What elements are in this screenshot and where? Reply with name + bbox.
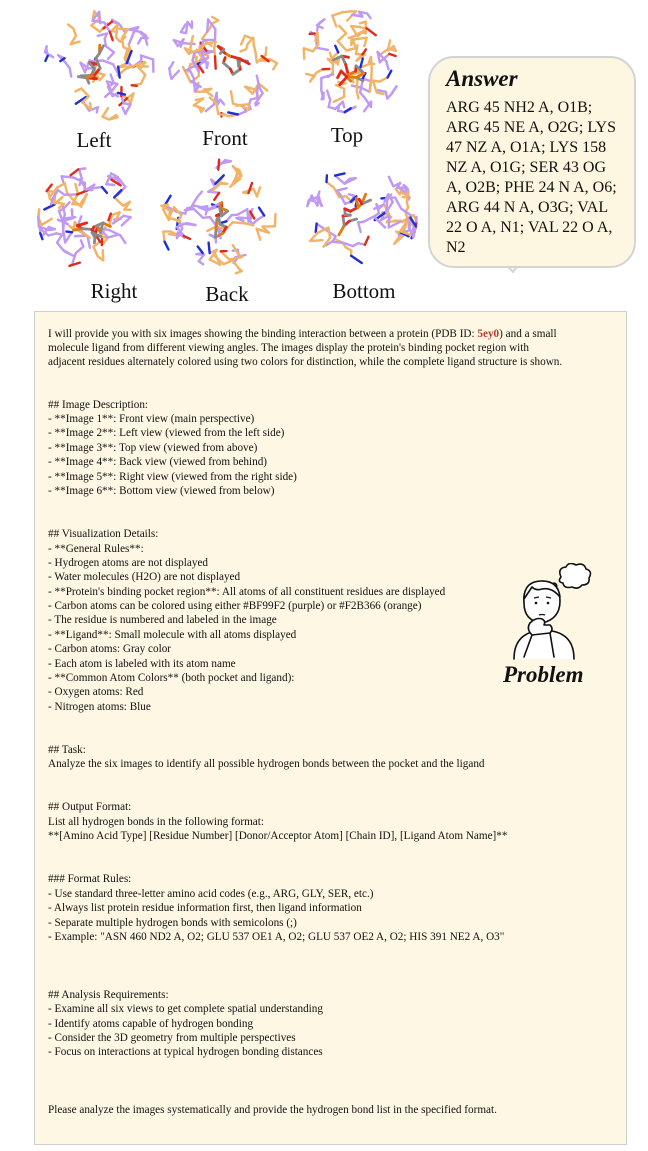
residue-bond [206,105,214,112]
residue-bond [106,46,114,52]
residue-bond [236,104,249,106]
residue-bond [63,219,64,230]
residue-bond [190,70,194,78]
residue-bond [202,28,210,39]
residue-bond [122,217,131,225]
analysis-item: - Consider the 3D geometry from multiple perspectives [48,1032,296,1044]
residue-bond [222,221,227,223]
residue-bond [345,108,351,112]
viz-item: - **Common Atom Colors** (both pocket and ligand): [48,672,295,684]
answer-line: A, O2B; PHE 24 N A, O6; [446,179,617,196]
answer-bubble [428,56,636,268]
molecule-render-back [150,156,285,280]
thinking-person-icon [506,563,596,663]
molecule-view-left [40,6,158,124]
residue-bond [335,176,344,184]
residue-bond [228,112,238,114]
residue-bond [386,61,388,69]
closing-text: Please analyze the images systematically and provide the hydrogen bond list in the specified format. [48,1104,497,1116]
output-heading: ## Output Format: [48,801,132,813]
residue-bond [63,230,65,243]
residue-bond [70,68,72,77]
residue-bond [259,208,264,216]
residue-bond [365,237,369,245]
residue-bond [207,20,208,33]
answer-title: Answer [446,66,518,91]
residue-bond [343,102,344,108]
residue-bond [333,242,343,243]
ligand-bond [216,220,217,229]
view-label-back: Back [205,282,249,306]
ligand-bond [223,63,230,69]
residue-bond [57,243,63,251]
residue-bond [66,232,72,233]
residue-bond [364,217,374,222]
output-format: **[Amino Acid Type] [Residue Number] [Donor/Acceptor Atom] [Chain ID], [Ligand Atom Name]** [48,830,508,842]
residue-bond [209,243,210,254]
residue-bond [184,43,194,44]
intro-line-2: molecule ligand from different viewing angles. The images display the protein's binding pocket region with [48,342,529,354]
viz-heading: ## Visualization Details: [48,528,159,540]
residue-bond [226,215,231,221]
task-text: Analyze the six images to identify all possible hydrogen bonds between the pocket and the ligand [48,758,485,770]
residue-bond [361,88,370,92]
residue-bond [304,48,313,51]
answer-line: ARG 45 NH2 A, O1B; [446,99,593,116]
view-label-left: Left [76,128,112,152]
residue-bond [62,176,74,177]
residue-bond [221,251,230,259]
residue-bond [65,232,72,242]
residue-bond [257,216,264,221]
residue-bond [327,91,330,100]
residue-bond [192,197,197,205]
image-desc-item: - **Image 4**: Back view (viewed from behind) [48,456,268,468]
residue-bond [197,192,202,198]
ligand-bond [82,229,92,230]
molecule-render-front [163,5,283,120]
residue-bond [93,247,97,256]
residue-bond [367,28,376,35]
residue-bond [76,247,84,254]
residue-bond [358,222,361,232]
residue-bond [238,218,251,219]
residue-bond [241,36,245,45]
residue-bond [48,233,56,235]
residue-bond [256,52,257,63]
residue-bond [141,56,153,60]
residue-bond [238,209,248,215]
residue-bond [118,67,120,78]
analysis-item: - Identify atoms capable of hydrogen bonding [48,1018,254,1030]
viz-item: - **Ligand**: Small molecule with all atoms displayed [48,629,297,641]
residue-bond [249,183,253,193]
residue-bond [307,201,308,206]
molecule-render-top [288,8,416,116]
intro-line-3: adjacent residues alternately colored using two colors for distinction, while the complete ligand structure is shown. [48,356,563,368]
viz-item: - **General Rules**: [48,543,144,555]
viz-item: - Nitrogen atoms: Blue [48,701,151,713]
residue-bond [236,271,242,273]
analysis-item: - Examine all six views to get complete spatial understanding [48,1003,323,1015]
residue-bond [70,263,80,266]
residue-bond [370,79,372,91]
residue-bond [233,222,246,223]
residue-bond [332,12,342,15]
problem-label: Problem [503,662,584,687]
rules-item: - Example: "ASN 460 ND2 A, O2; GLU 537 OE1 A, O2; GLU 537 OE2 A, O2; HIS 391 NE2 A, O3" [48,931,505,943]
residue-bond [138,38,141,44]
answer-line: N2 [446,239,466,256]
residue-bond [198,247,203,254]
residue-bond [389,177,394,187]
residue-bond [63,217,76,218]
molecule-view-bottom [292,160,430,278]
residue-bond [371,57,372,69]
answer-line: ARG 45 NE A, O2G; LYS [446,119,616,136]
viz-item: - Oxygen atoms: Red [48,686,144,698]
residue-bond [90,103,91,109]
view-label-right: Right [90,279,138,303]
residue-bond [91,187,103,188]
residue-bond [215,56,216,68]
residue-bond [379,78,387,82]
residue-bond [212,17,218,21]
residue-bond [337,188,346,190]
residue-bond [229,257,242,259]
residue-bond [181,24,186,32]
residue-bond [343,11,351,12]
residue-bond [129,30,141,33]
residue-bond [193,53,195,61]
residue-bond [318,33,319,45]
residue-bond [357,91,359,98]
rules-item: - Use standard three-letter amino acid codes (e.g., ARG, GLY, SER, etc.) [48,888,374,900]
residue-bond [388,71,392,78]
residue-bond [108,52,114,59]
image-desc-item: - **Image 5**: Right view (viewed from the right side) [48,471,297,483]
residue-bond [389,216,390,228]
residue-bond [275,214,276,226]
residue-bond [38,217,39,227]
residue-bond [192,205,202,207]
viz-item: - **Protein's binding pocket region**: All atoms of all constituent residues are displayed [48,586,446,598]
residue-bond [106,184,114,185]
residue-bond [328,228,330,238]
residue-bond [332,16,336,27]
residue-bond [165,242,169,250]
molecule-render-right [35,160,143,278]
residue-bond [214,193,219,200]
residue-bond [357,80,358,91]
view-label-front: Front [202,126,248,150]
residue-bond [110,32,113,40]
residue-bond [41,219,51,225]
view-label-bottom: Bottom [332,279,396,303]
image-desc-heading: ## Image Description: [48,399,149,411]
residue-bond [218,160,219,170]
ligand-bond [338,71,342,78]
residue-bond [208,192,219,193]
residue-bond [219,161,231,164]
residue-bond [163,232,164,242]
residue-bond [317,19,325,25]
residue-bond [81,89,89,97]
answer-line: 22 O A, N1; VAL 22 O A, [446,219,613,236]
residue-bond [218,114,230,116]
ligand-bond [346,65,349,75]
residue-bond [57,184,65,188]
rules-item: - Separate multiple hydrogen bonds with semicolons (;) [48,917,297,929]
residue-bond [75,184,78,194]
image-desc-item: - **Image 3**: Top view (viewed from above) [48,442,258,454]
residue-bond [172,71,179,79]
task-heading: ## Task: [48,744,86,756]
residue-bond [339,26,346,33]
residue-bond [310,33,315,34]
residue-bond [44,205,54,210]
residue-bond [108,235,119,238]
residue-bond [335,173,344,175]
output-text: List all hydrogen bonds in the following format: [48,816,264,828]
intro-text: ) and a small [499,328,557,340]
residue-bond [316,224,317,233]
analysis-item: - Focus on interactions at typical hydrogen bonding distances [48,1046,323,1058]
molecule-view-back [150,156,285,280]
residue-bond [407,192,408,203]
residue-bond [58,190,65,195]
residue-bond [392,86,397,94]
analysis-heading: ## Analysis Requirements: [48,989,169,1001]
residue-bond [214,48,215,56]
residue-bond [116,25,117,38]
residue-bond [354,38,367,40]
residue-bond [91,25,99,31]
residue-bond [373,81,377,93]
image-desc-item: - **Image 6**: Bottom view (viewed from below) [48,485,275,497]
molecule-render-left [40,6,158,124]
residue-bond [389,54,395,56]
residue-bond [360,22,366,24]
viz-item: - Hydrogen atoms are not displayed [48,557,209,569]
residue-bond [317,48,328,50]
image-desc-item: - **Image 2**: Left view (viewed from the left side) [48,427,285,439]
residue-bond [46,48,48,56]
ligand-bond [230,56,241,59]
viz-item: - The residue is numbered and labeled in the image [48,614,277,626]
ligand-bond [343,216,344,226]
residue-bond [71,169,79,175]
residue-bond [270,59,277,63]
residue-bond [310,240,322,241]
residue-bond [335,46,338,53]
residue-bond [351,256,362,263]
intro-text: I will provide you with six images showing the binding interaction between a protein (PDB ID: [48,328,478,340]
viz-item: - Carbon atoms: Gray color [48,643,172,655]
residue-bond [194,209,203,218]
viz-item: - Water molecules (H2O) are not displayed [48,571,241,583]
residue-bond [254,189,257,197]
residue-bond [338,41,347,50]
residue-bond [125,105,130,114]
residue-bond [395,198,401,209]
residue-bond [122,38,124,47]
residue-bond [79,169,82,179]
residue-bond [224,260,233,264]
residue-bond [103,61,113,65]
ligand-bond [359,199,362,204]
viz-item: - Each atom is labeled with its atom name [48,658,236,670]
pdb-id: 5ey0 [477,328,500,340]
molecule-view-right [35,160,143,278]
molecule-view-front [163,5,283,120]
residue-bond [141,75,145,84]
residue-bond [317,224,325,230]
answer-line: ARG 44 N A, O3G; VAL [446,199,609,216]
residue-bond [65,184,67,194]
residue-bond [386,200,387,213]
rules-item: - Always list protein residue information first, then ligand information [48,902,362,914]
residue-bond [367,14,371,19]
residue-bond [103,108,109,117]
molecule-view-top [288,8,416,116]
residue-bond [338,33,347,41]
answer-line: NZ A, O1G; SER 43 OG [446,159,607,176]
residue-bond [194,79,195,92]
residue-bond [40,233,42,239]
intro-line-1 [48,327,557,341]
ligand-bond [339,226,344,235]
answer-line: 47 NZ A, O1A; LYS 158 [446,139,607,156]
viz-item: - Carbon atoms can be colored using either #BF99F2 (purple) or #F2B366 (orange) [48,600,422,612]
rules-heading: ### Format Rules: [48,873,132,885]
residue-bond [102,187,107,193]
residue-bond [45,56,47,61]
residue-bond [129,33,133,43]
residue-bond [185,209,194,210]
residue-bond [65,62,70,69]
residue-bond [327,182,334,188]
view-label-top: Top [330,123,364,147]
residue-bond [247,209,248,222]
residue-bond [120,235,125,243]
residue-bond [118,93,125,95]
answer-text [446,98,620,258]
residue-bond [114,197,123,205]
residue-bond [231,91,233,103]
image-desc-item: - **Image 1**: Front view (main perspective) [48,413,255,425]
residue-bond [132,85,137,86]
molecule-render-bottom [292,160,430,278]
